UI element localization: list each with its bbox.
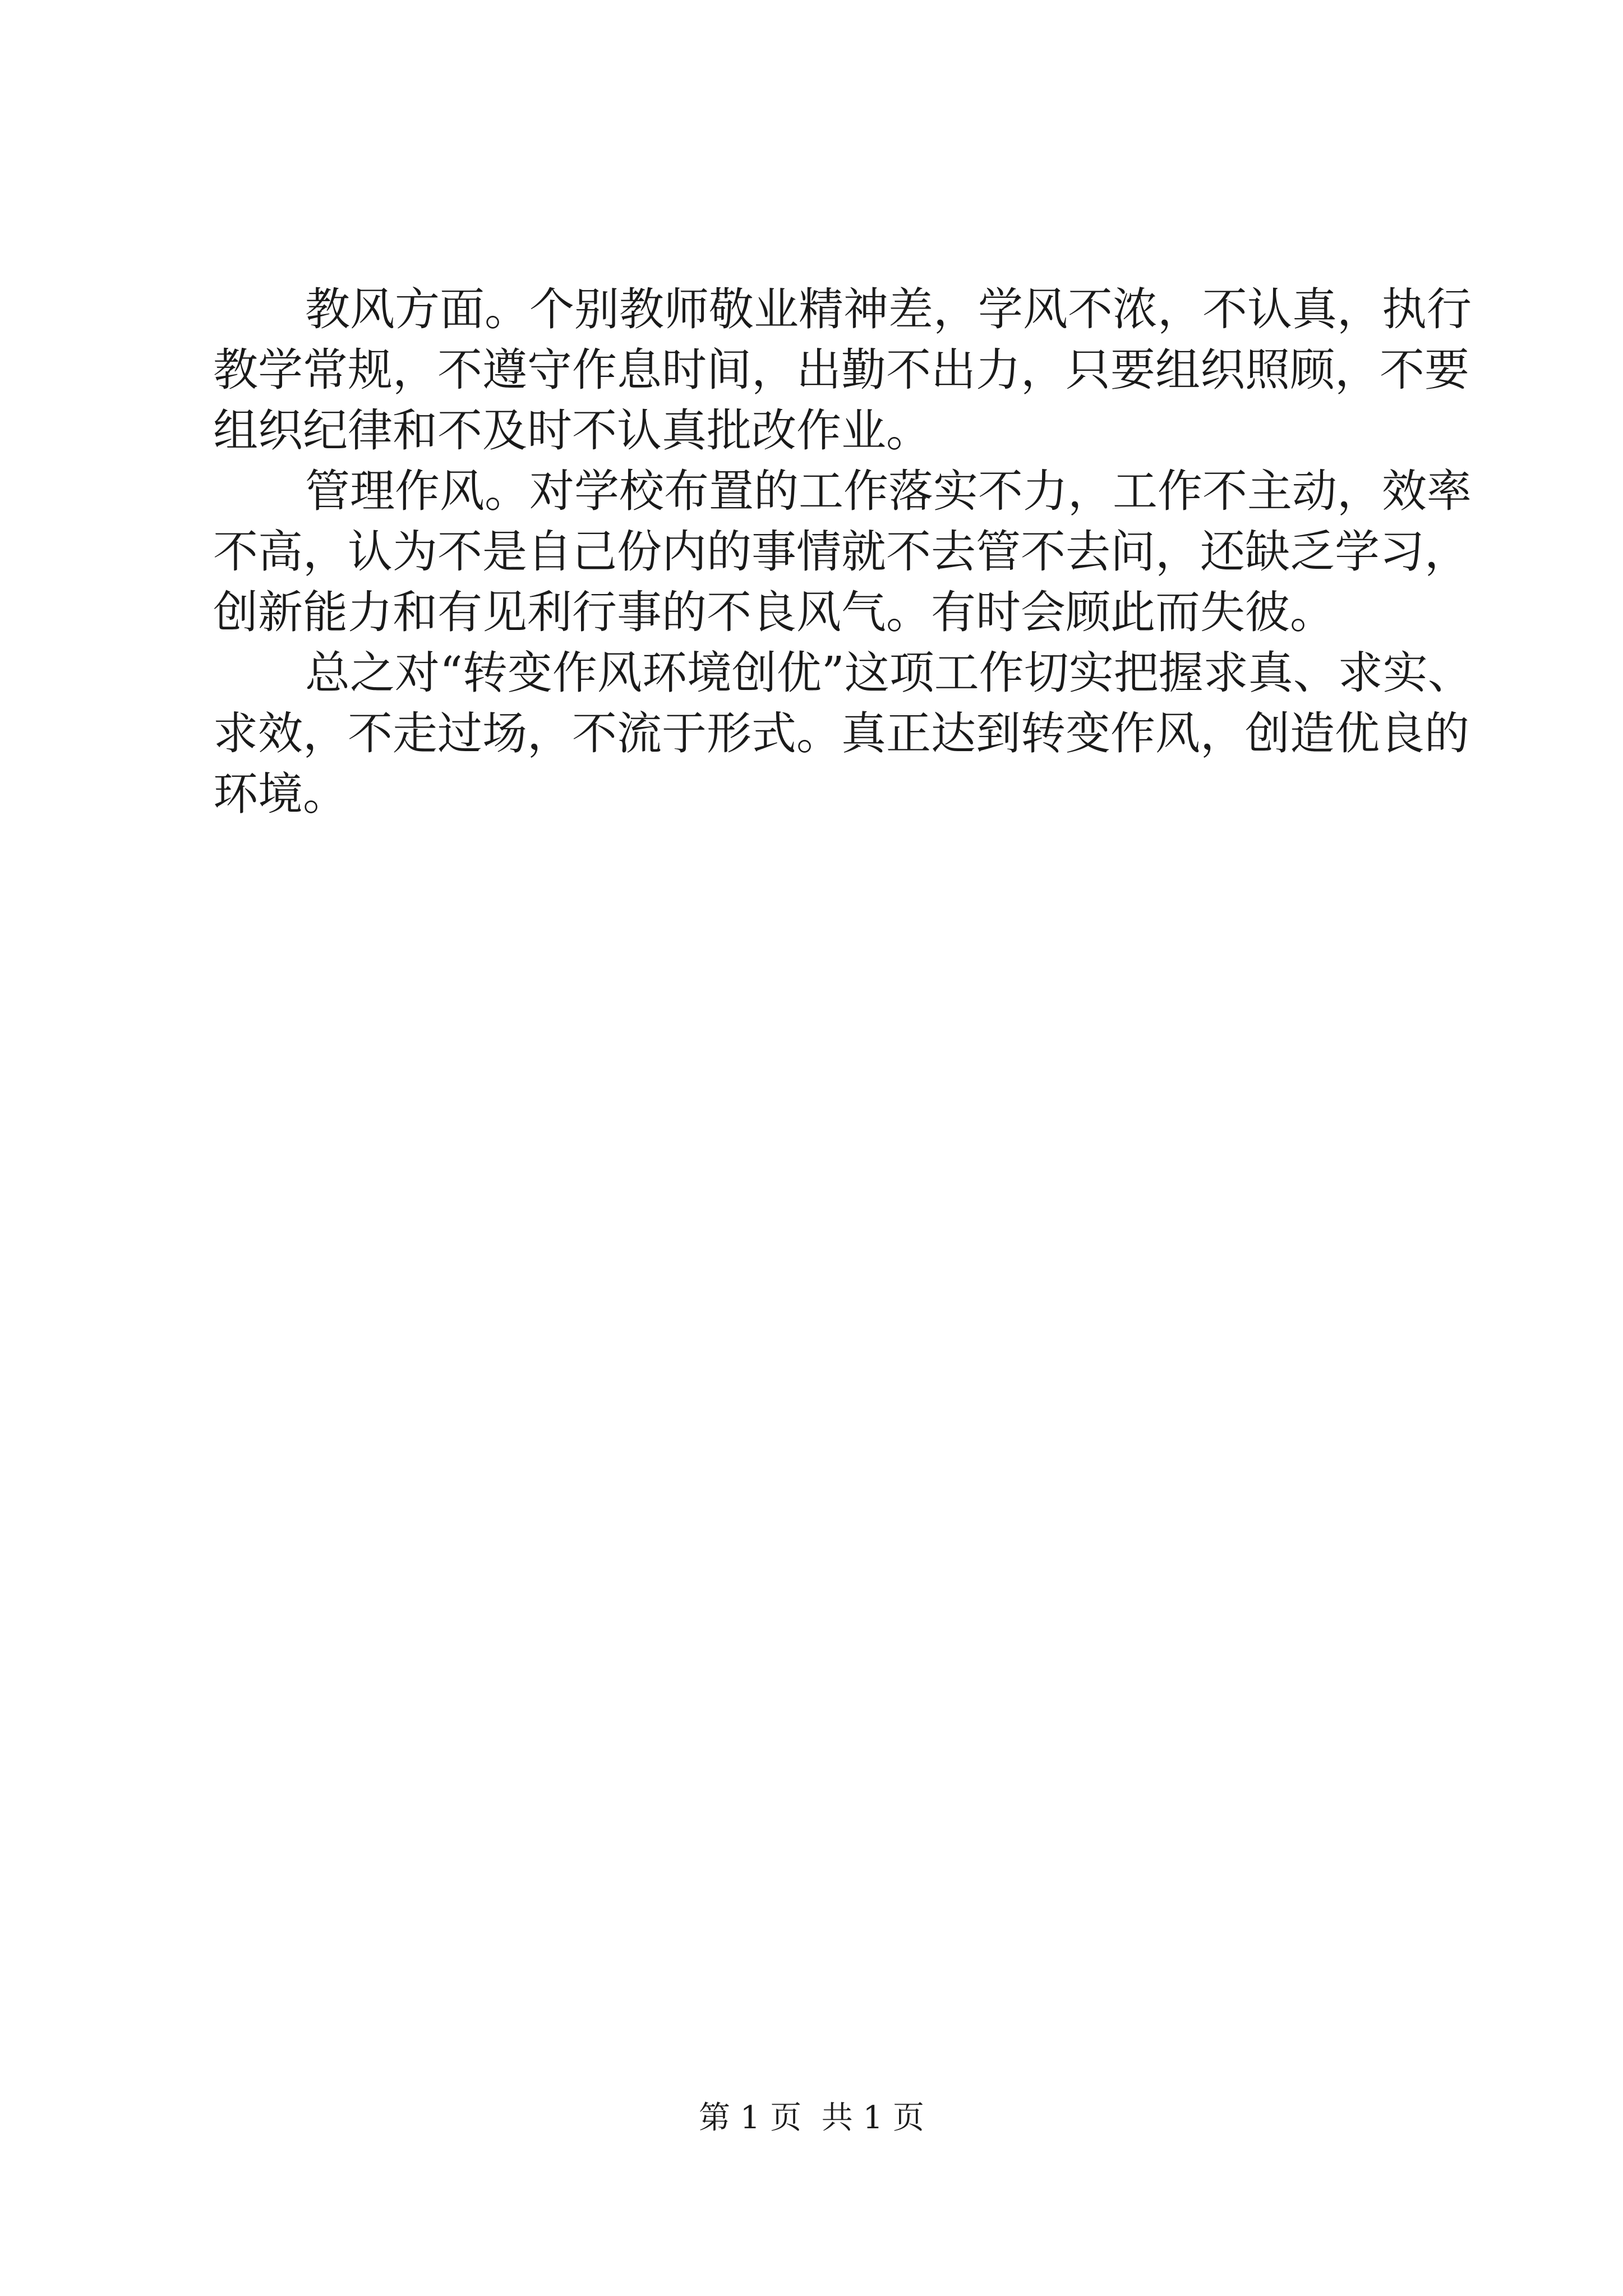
paragraph-1-line-3: 组织纪律和不及时不认真批改作业。 [213,404,931,457]
paragraph-3-line-2: 求效，不走过场，不流于形式。真正达到转变作风，创造优良的 [213,707,1469,760]
paragraph-2-line-2: 不高，认为不是自己份内的事情就不去管不去问，还缺乏学习， [213,526,1469,578]
paragraph-3-line-3: 环境。 [213,768,348,820]
paragraph-1-line-1: 教风方面。个别教师敬业精神差，学风不浓，不认真，执行 [305,283,1472,335]
paragraph-2-line-3: 创新能力和有见利行事的不良风气。有时会顾此而失彼。 [213,586,1335,638]
paragraph-3-line-1: 总之对“转变作风环境创优”这项工作切实把握求真、求实、 [305,647,1473,699]
paragraph-2-line-1: 管理作风。对学校布置的工作落实不力，工作不主动，效率 [305,465,1472,517]
page-number-footer: 第 1 页 共 1 页 [698,2100,925,2136]
document-body [213,279,1473,825]
paragraph-1-line-2: 教学常规，不遵守作息时间，出勤不出力，只要组织照顾，不要 [213,344,1469,396]
